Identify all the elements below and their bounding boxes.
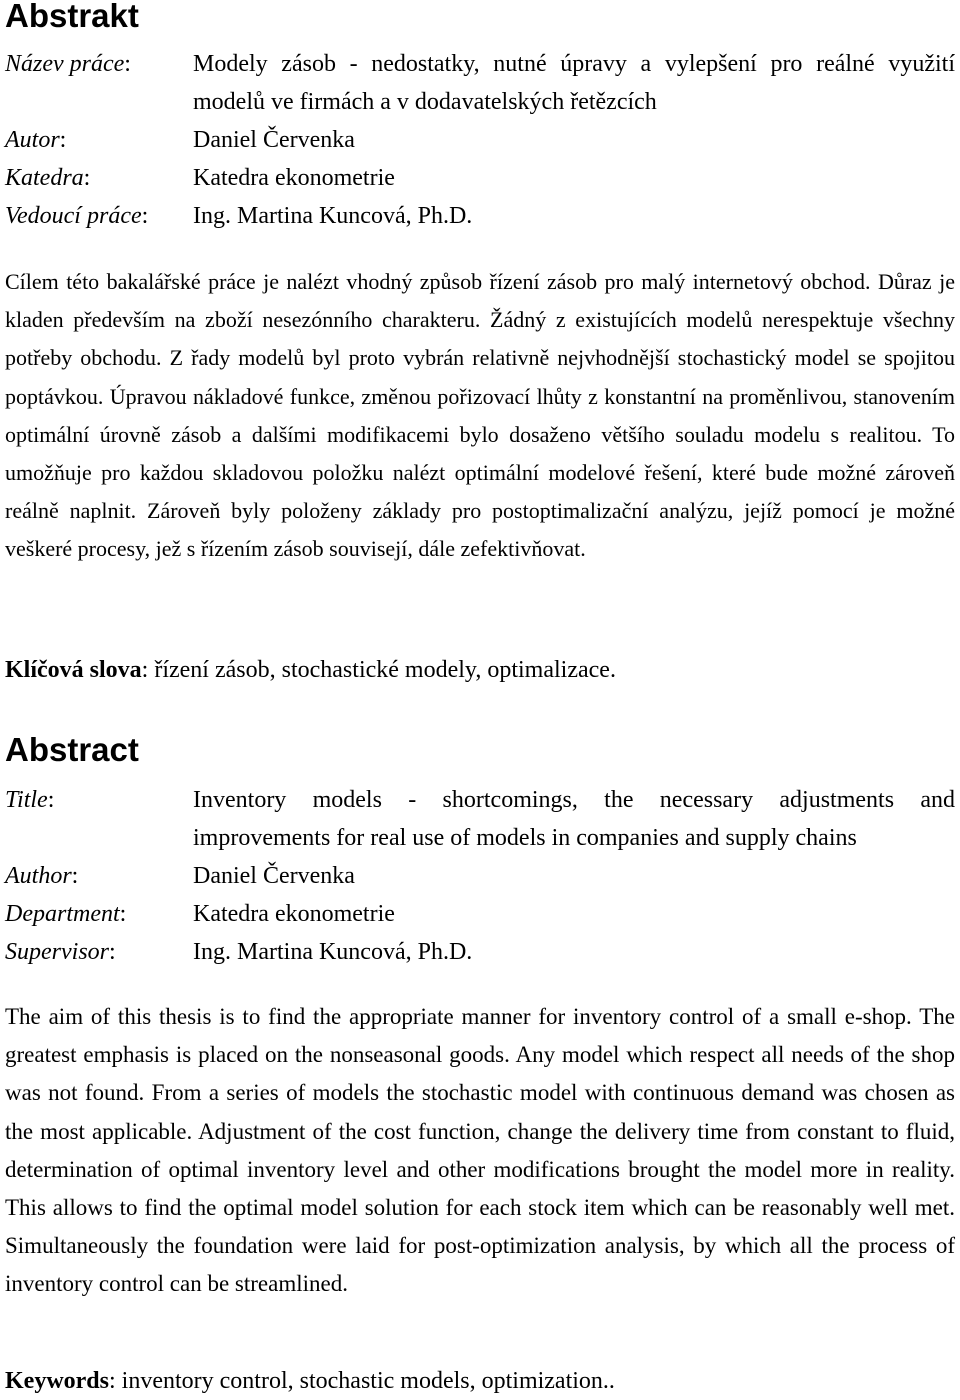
czech-metadata	[5, 45, 955, 235]
english-department-label: Department	[5, 901, 120, 927]
czech-author-label: Autor	[5, 127, 60, 153]
english-supervisor-value: Ing. Martina Kuncová, Ph.D.	[193, 939, 473, 965]
english-author-label: Author	[5, 863, 72, 889]
english-author-value: Daniel Červenka	[193, 863, 355, 889]
czech-supervisor-label: Vedoucí práce	[5, 203, 142, 229]
english-keywords: Keywords: inventory control, stochastic models, optimization..	[5, 1368, 615, 1394]
english-abstract-text: The aim of this thesis is to find the appropriate manner for inventory control of a small e-shop. The greatest emphasis is placed on the nonseasonal goods. Any model which respect all needs of the shop was not found. From a series of models the stochastic model with continuous demand was chosen as the most applicable. Adjustment of the cost function, change the delivery time from constant to fluid, determination of optimal inventory level and other modifications brought the model more in reality. This allows to find the optimal model solution for each stock item which can be reasonably well met. Simultaneously the foundation were laid for post-optimization analysis, by which all the process of inventory control can be streamlined.	[5, 1004, 955, 1297]
czech-abstract-text: Cílem této bakalářské práce je nalézt vhodný způsob řízení zásob pro malý internetový obchod. Důraz je kladen především na zboží nesezónního charakteru. Žádný z existujících modelů nerespektuje všechny potřeby obchodu. Z řady modelů byl proto vybrán relativně nejvhodnější stochastický model se spojitou poptávkou. Úpravou nákladové funkce, změnou pořizovací lhůty z konstantní na proměnlivou, stanovením optimální úrovně zásob a dalšími modifikacemi bylo dosaženo většího souladu modelu s realitou. To umožňuje pro každou skladovou položku nalézt optimální modelové řešení, které bude možné zároveň reálně naplnit. Zároveň byly položeny základy pro postoptimalizační analýzu, jejíž pomocí je možné veškeré procesy, jež s řízením zásob souvisejí, dále zefektivňovat.	[5, 269, 955, 562]
czech-author-row: Autor: Daniel Červenka	[5, 121, 955, 159]
czech-abstract-heading: Abstrakt	[5, 0, 139, 34]
english-title-row: Title: Inventory models - shortcomings, the necessary adjustments and improvements for real use of models in companies and supply chains	[5, 781, 955, 857]
czech-title-row: Název práce: Modely zásob - nedostatky, nutné úpravy a vylepšení pro reálné využití modelů ve firmách a v dodavatelských řetězcích	[5, 45, 955, 121]
english-supervisor-label: Supervisor	[5, 939, 109, 965]
english-metadata	[5, 781, 955, 971]
czech-keywords-value: řízení zásob, stochastické modely, optimalizace.	[154, 657, 616, 683]
czech-department-value: Katedra ekonometrie	[193, 165, 395, 191]
english-title-label: Title	[5, 787, 48, 813]
english-supervisor-row: Supervisor: Ing. Martina Kuncová, Ph.D.	[5, 933, 955, 971]
english-department-value: Katedra ekonometrie	[193, 901, 395, 927]
czech-department-label: Katedra	[5, 165, 84, 191]
czech-keywords-label: Klíčová slova	[5, 657, 142, 683]
czech-title-label: Název práce	[5, 51, 125, 77]
czech-supervisor-value: Ing. Martina Kuncová, Ph.D.	[193, 203, 473, 229]
english-department-row: Department: Katedra ekonometrie	[5, 895, 955, 933]
english-title-value: Inventory models - shortcomings, the necessary adjustments and improvements for real use of models in companies and supply chains	[193, 787, 955, 851]
english-author-row: Author: Daniel Červenka	[5, 857, 955, 895]
czech-supervisor-row: Vedoucí práce: Ing. Martina Kuncová, Ph.D.	[5, 197, 955, 235]
czech-department-row: Katedra: Katedra ekonometrie	[5, 159, 955, 197]
czech-keywords: Klíčová slova: řízení zásob, stochastické modely, optimalizace.	[5, 657, 616, 683]
english-keywords-label: Keywords	[5, 1368, 109, 1394]
english-keywords-value: inventory control, stochastic models, optimization..	[121, 1368, 615, 1394]
czech-title-value: Modely zásob - nedostatky, nutné úpravy a vylepšení pro reálné využití modelů ve firmách a v dodavatelských řetězcích	[193, 51, 955, 115]
czech-author-value: Daniel Červenka	[193, 127, 355, 153]
english-abstract-heading: Abstract	[5, 731, 139, 768]
